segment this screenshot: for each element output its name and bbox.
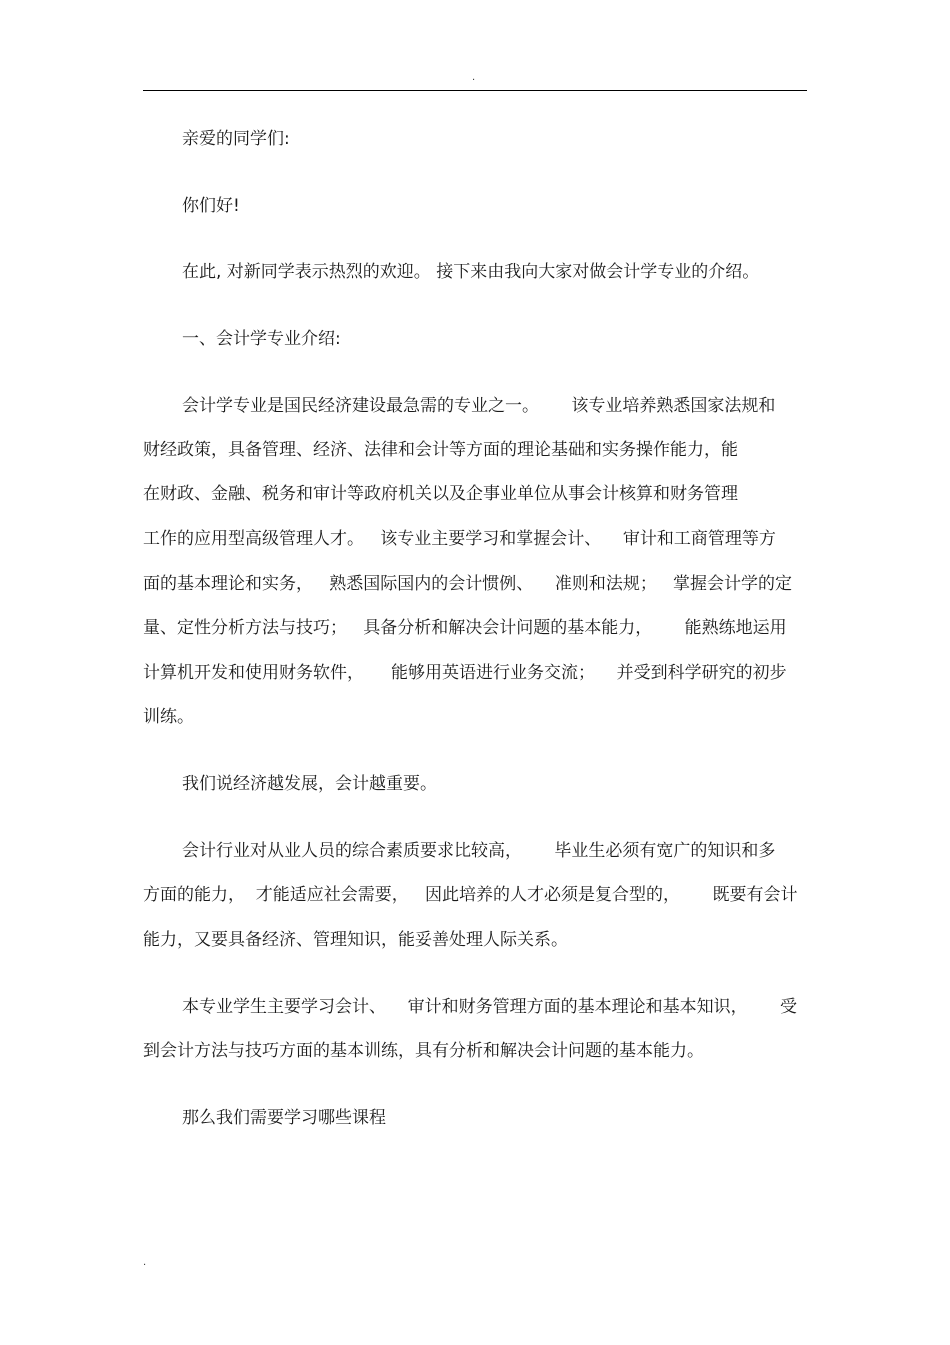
header-rule	[143, 90, 807, 91]
paragraph-line: 财经政策，具备管理、经济、法律和会计等方面的理论基础和实务操作能力，能	[143, 440, 738, 460]
paragraph-courses-question: 那么我们需要学习哪些课程	[182, 1108, 386, 1128]
paragraph-line: 本专业学生主要学习会计、 审计和财务管理方面的基本理论和基本知识， 受	[182, 997, 798, 1017]
paragraph-line: 面的基本理论和实务， 熟悉国际国内的会计惯例、 准则和法规； 掌握会计学的定	[143, 574, 793, 594]
welcome-sentence: 在此, 对新同学表示热烈的欢迎。 接下来由我向大家对做会计学专业的介绍。	[182, 262, 760, 282]
paragraph-line: 方面的能力， 才能适应社会需要， 因此培养的人才必须是复合型的， 既要有会计	[143, 885, 798, 905]
paragraph-line: 训练。	[143, 707, 194, 727]
greeting: 亲爱的同学们:	[182, 129, 290, 149]
paragraph-line: 量、定性分析方法与技巧； 具备分析和解决会计问题的基本能力， 能熟练地运用	[143, 618, 787, 638]
hello: 你们好!	[182, 196, 240, 216]
footer-mark: .	[143, 1257, 147, 1268]
header-mark: .	[472, 72, 476, 83]
paragraph-line: 计算机开发和使用财务软件， 能够用英语进行业务交流； 并受到科学研究的初步	[143, 663, 787, 683]
paragraph-line: 会计学专业是国民经济建设最急需的专业之一。 该专业培养熟悉国家法规和	[182, 396, 776, 416]
paragraph-line: 在财政、金融、税务和审计等政府机关以及企事业单位从事会计核算和财务管理	[143, 484, 738, 504]
paragraph-economy: 我们说经济越发展，会计越重要。	[182, 774, 437, 794]
paragraph-line: 工作的应用型高级管理人才。 该专业主要学习和掌握会计、 审计和工商管理等方	[143, 529, 776, 549]
paragraph-line: 会计行业对从业人员的综合素质要求比较高， 毕业生必须有宽广的知识和多	[182, 841, 776, 861]
paragraph-line: 到会计方法与技巧方面的基本训练，具有分析和解决会计问题的基本能力。	[143, 1041, 704, 1061]
paragraph-line: 能力，又要具备经济、管理知识，能妥善处理人际关系。	[143, 930, 568, 950]
section-heading: 一、会计学专业介绍:	[182, 329, 341, 349]
